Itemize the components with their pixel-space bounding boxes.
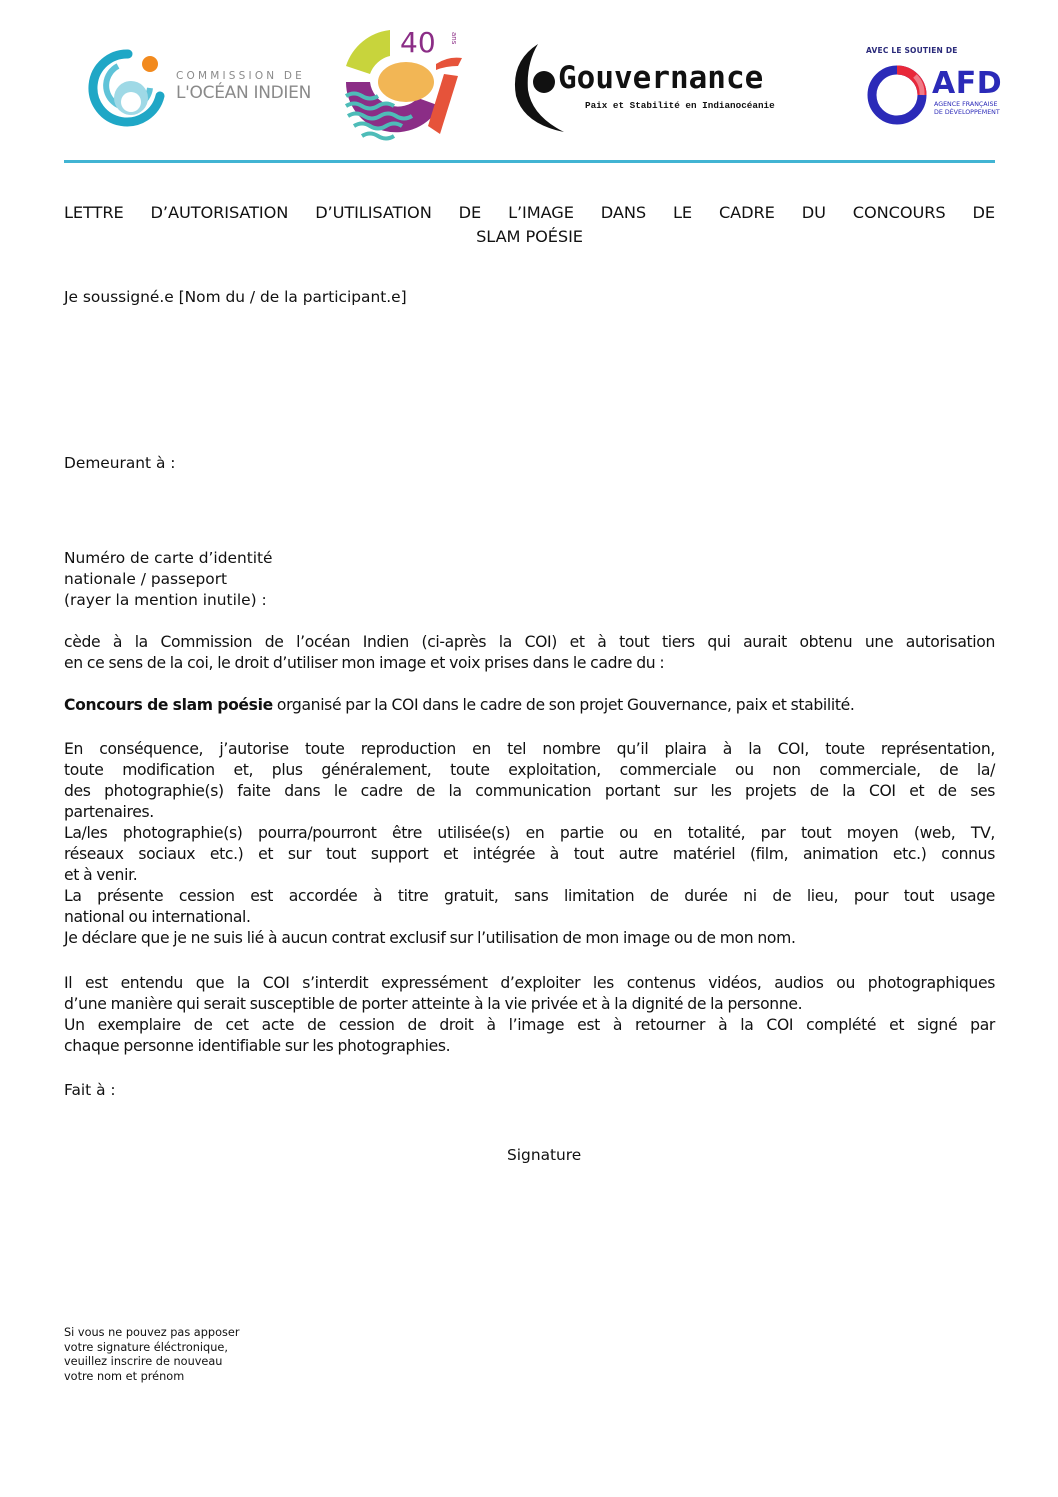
coi-logo-line2: L'OCÉAN INDIEN [176,83,311,103]
paragraph-line: cède à la Commission de l’océan Indien (ci-après la COI) et à tout tiers qui aurait obtenu une autorisation [64,633,995,651]
gouvernance-title: Gouvernance [558,60,764,96]
forty-suffix: ans [450,32,458,45]
id-number-field [64,548,273,611]
paragraph-line: en ce sens de la coi, le droit d’utiliser mon image et voix prises dans le cadre du : [64,654,665,672]
paragraph-line: d’une manière qui serait susceptible de porter atteinte à la vie privée et à la dignité de la personne. [64,995,803,1013]
paragraph-line: toute modification et, plus généralement, toute exploitation, commerciale ou non commerciale, de la/ [64,761,995,779]
forty-years-logo [340,26,465,146]
coi-logo-line1: COMMISSION DE [176,70,306,82]
title-line-2: SLAM POÉSIE [476,227,583,246]
afd-logo [862,44,1012,128]
afd-sub-line2: DE DÉVELOPPEMENT [934,108,1000,116]
paragraph-line: partenaires. [64,803,154,821]
signature-label: Signature [507,1146,582,1164]
coi-logo [88,48,328,128]
header-divider [64,160,995,163]
afd-name: AFD [932,66,1003,101]
paragraph-line: La présente cession est accordée à titre gratuit, sans limitation de durée ni de lieu, pour tout usage [64,887,995,905]
paragraph-line: Il est entendu que la COI s’interdit expressément d’exploiter les contenus vidéos, audios ou photographiques [64,974,995,992]
place-field: Fait à : [64,1081,116,1099]
paragraph-line: chaque personne identifiable sur les photographies. [64,1037,451,1055]
forty-years-emblem-icon [340,26,465,146]
paragraph-line: Un exemplaire de cet acte de cession de droit à l’image est à retourner à la COI complété et signé par [64,1016,995,1034]
afd-sub-line1: AGENCE FRANÇAISE [934,101,998,108]
signature-footnote [64,1326,239,1384]
coi-emblem-icon [88,48,168,128]
paragraph-line: réseaux sociaux etc.) et sur tout support et intégrée à tout autre matériel (film, animation etc.) connus [64,845,995,863]
paragraph-line: des photographie(s) faite dans le cadre de la communication portant sur les projets de la COI et de ses [64,782,995,800]
document-title [64,201,995,249]
paragraph-line: et à venir. [64,866,138,884]
id-label-line1: Numéro de carte d’identité [64,549,273,567]
afd-ring-icon [864,62,930,128]
address-field: Demeurant à : [64,454,176,472]
contest-description: organisé par la COI dans le cadre de son projet Gouvernance, paix et stabilité. [272,696,855,714]
paragraph-line: national ou international. [64,908,251,926]
contest-paragraph [64,695,995,716]
footnote-line: votre nom et prénom [64,1369,185,1383]
id-label-line2: nationale / passeport [64,570,228,588]
afd-caption: AVEC LE SOUTIEN DE [866,46,958,55]
gouvernance-subtitle: Paix et Stabilité en Indianocéanie [585,100,775,111]
afd-subtitle [934,101,1000,116]
footnote-line: Si vous ne pouvez pas apposer [64,1326,240,1339]
contest-name: Concours de slam poésie [64,696,273,714]
paragraph-line: La/les photographie(s) pourra/pourront être utilisée(s) en partie ou en totalité, par tout moyen (web, TV, [64,824,995,842]
forty-number: 40 [400,26,436,59]
cession-paragraph [64,632,995,674]
title-line-1: LETTRE D’AUTORISATION D’UTILISATION DE L’IMAGE DANS LE CADRE DU CONCOURS DE [64,203,995,222]
gouvernance-logo [508,40,818,135]
participant-name-field: Je soussigné.e [Nom du / de la participant.e] [64,288,407,306]
footnote-line: votre signature éléctronique, [64,1340,228,1354]
restrictions-paragraph [64,973,995,1057]
footnote-line: veuillez inscrire de nouveau [64,1355,223,1368]
paragraph-line: Je déclare que je ne suis lié à aucun contrat exclusif sur l’utilisation de mon image ou de mon nom. [64,929,796,947]
authorization-paragraph [64,739,995,949]
id-label-line3: (rayer la mention inutile) : [64,591,267,609]
paragraph-line: En conséquence, j’autorise toute reproduction en tel nombre qu’il plaira à la COI, toute représentation, [64,740,995,758]
